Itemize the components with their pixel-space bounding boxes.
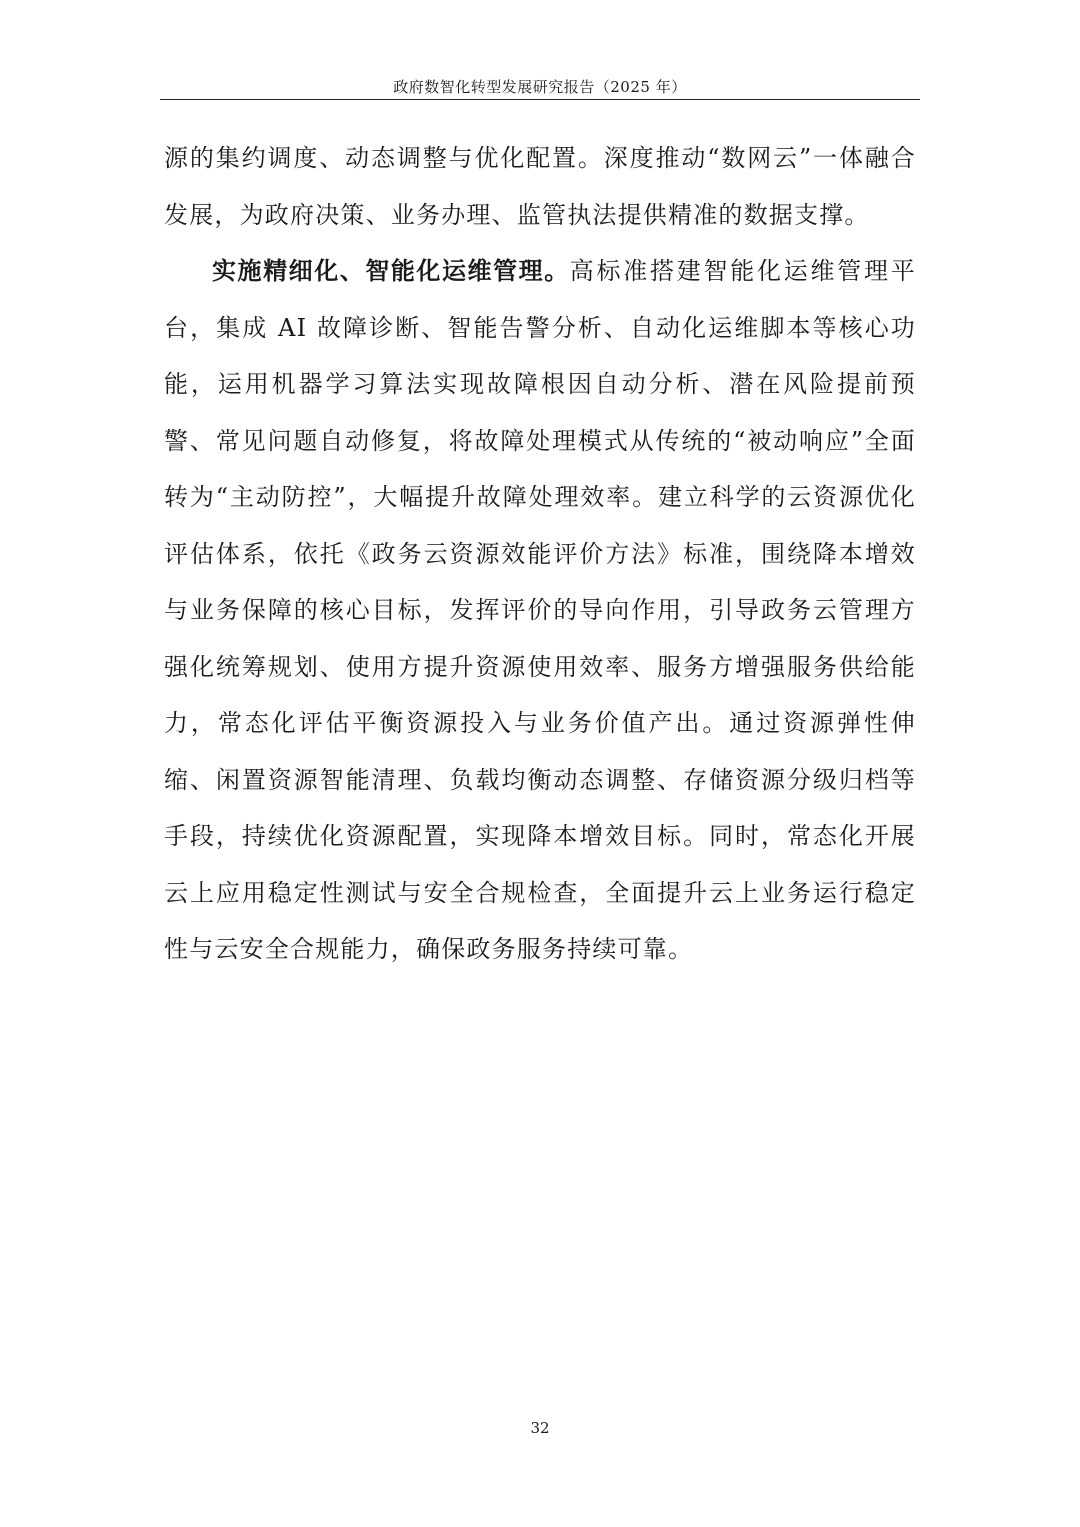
paragraph-text: 高标准搭建智能化运维管理平台，集成 AI 故障诊断、智能告警分析、自动化运维脚本等核心功能，运用机器学习算法实现故障根因自动分析、潜在风险提前预警、常见问题自动修复，将故障处理模式从传统的“被动响应”全面转为“主动防控”，大幅提升故障处理效率。建立科学的云资源优化评估体系，依托《政务云资源效能评价方法》标准，围绕降本增效与业务保障的核心目标，发挥评价的导向作用，引导政务云管理方强化统筹规划、使用方提升资源使用效率、服务方增强服务供给能力，常态化评估平衡资源投入与业务价值产出。通过资源弹性伸缩、闲置资源智能清理、负载均衡动态调整、存储资源分级归档等手段，持续优化资源配置，实现降本增效目标。同时，常态化开展云上应用稳定性测试与安全合规检查，全面提升云上业务运行稳定性与云安全合规能力，确保政务服务持续可靠。	[164, 257, 916, 963]
paragraph-lead-heading: 实施精细化、智能化运维管理。	[212, 257, 570, 285]
paragraph	[164, 243, 916, 978]
running-header: 政府数智化转型发展研究报告（2025 年）	[393, 78, 687, 96]
paragraph: 源的集约调度、动态调整与优化配置。深度推动“数网云”一体融合发展，为政府决策、业务办理、监管执法提供精准的数据支撑。	[164, 144, 916, 229]
main-content	[164, 130, 916, 978]
page-number: 32	[530, 1419, 550, 1437]
header-divider	[160, 99, 920, 100]
